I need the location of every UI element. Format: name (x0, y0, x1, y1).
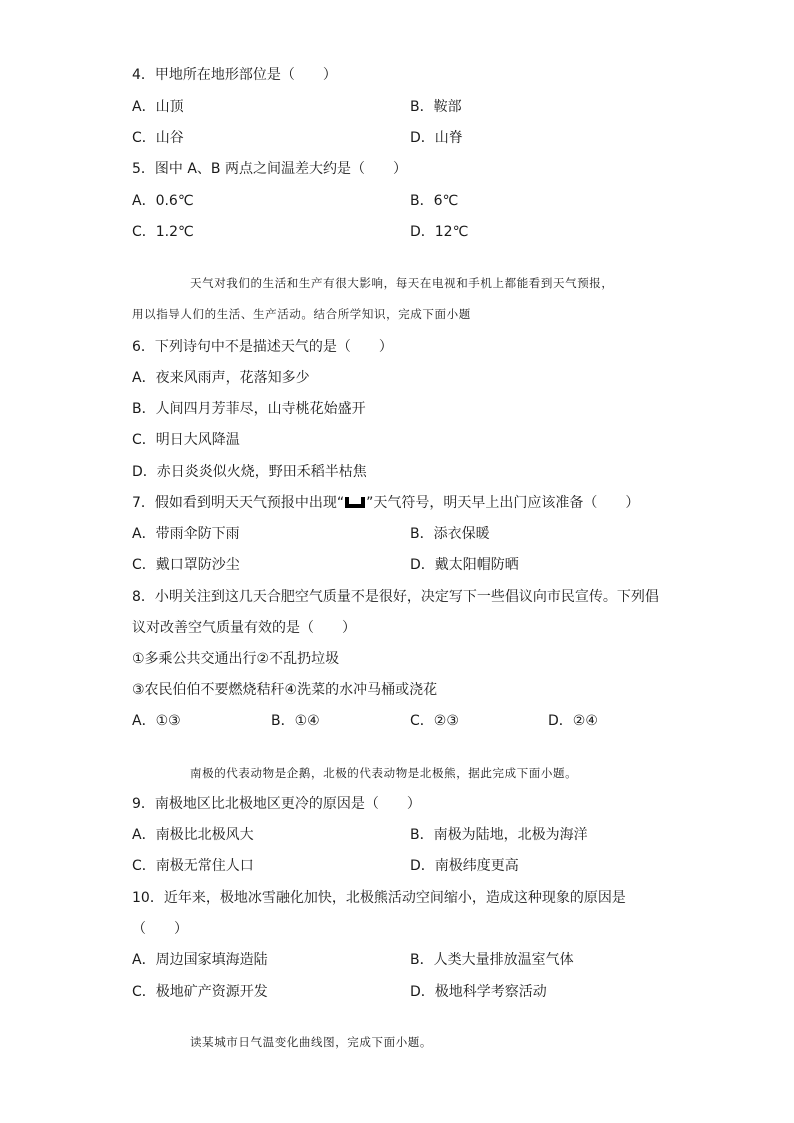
q8-stem-line1: 8．小明关注到这几天合肥空气质量不是很好，决定写下一些倡议向市民宣传。下列倡 (132, 589, 659, 605)
q8-option-a: A．①③ (132, 713, 181, 729)
q10-option-d: D．极地科学考察活动 (410, 984, 547, 1000)
q8-option-d: D．②④ (548, 713, 598, 729)
q5-option-d: D．12℃ (410, 224, 469, 240)
q10-stem-line1: 10．近年来，极地冰雪融化加快，北极熊活动空间缩小，造成这种现象的原因是 (132, 890, 626, 906)
q7-option-b: B．添衣保暖 (410, 526, 490, 542)
q10-option-b: B．人类大量排放温室气体 (410, 952, 574, 968)
q6-option-d: D．赤日炎炎似火烧，野田禾稻半枯焦 (132, 464, 367, 480)
q4-option-b: B．鞍部 (410, 99, 462, 115)
material-intro-polar: 南极的代表动物是企鹅，北极的代表动物是北极熊，据此完成下面小题。 (190, 766, 578, 780)
q7-stem-suffix: ”天气符号，明天早上出门应该准备（ ） (366, 495, 640, 511)
q8-option-c: C．②③ (410, 713, 459, 729)
q10-option-c: C．极地矿产资源开发 (132, 984, 268, 1000)
q8-stem-line2: 议对改善空气质量有效的是（ ） (132, 620, 356, 636)
q8-items-line1: ①多乘公共交通出行②不乱扔垃圾 (132, 651, 340, 667)
q8-option-b: B．①④ (271, 713, 320, 729)
q9-option-c: C．南极无常住人口 (132, 858, 254, 874)
sandstorm-weather-symbol-icon (345, 497, 365, 508)
q4-option-d: D．山脊 (410, 130, 463, 146)
q5-stem: 5．图中 A、B 两点之间温差大约是（ ） (132, 161, 407, 177)
q10-option-a: A．周边国家填海造陆 (132, 952, 268, 968)
q6-option-c: C．明日大风降温 (132, 432, 240, 448)
q5-option-a: A．0.6℃ (132, 193, 194, 209)
q4-stem: 4．甲地所在地形部位是（ ） (132, 67, 337, 83)
q9-option-b: B．南极为陆地，北极为海洋 (410, 827, 588, 843)
q6-option-a: A．夜来风雨声，花落知多少 (132, 370, 310, 386)
q7-stem-prefix: 7．假如看到明天天气预报中出现“ (132, 495, 345, 511)
q4-option-c: C．山谷 (132, 130, 184, 146)
q5-option-c: C．1.2℃ (132, 224, 194, 240)
q6-option-b: B．人间四月芳菲尽，山寺桃花始盛开 (132, 401, 366, 417)
q7-stem (132, 494, 639, 512)
q7-option-c: C．戴口罩防沙尘 (132, 557, 240, 573)
q7-option-d: D．戴太阳帽防晒 (410, 557, 519, 573)
q8-items-line2: ③农民伯伯不要燃烧秸秆④洗菜的水冲马桶或浇花 (132, 682, 438, 698)
q9-option-d: D．南极纬度更高 (410, 858, 519, 874)
material-intro-temperature: 读某城市日气温变化曲线图，完成下面小题。 (190, 1035, 432, 1049)
q4-option-a: A．山顶 (132, 99, 184, 115)
q5-option-b: B．6℃ (410, 193, 459, 209)
material-intro-weather-line1: 天气对我们的生活和生产有很大影响，每天在电视和手机上都能看到天气预报， (190, 276, 614, 290)
q6-stem: 6．下列诗句中不是描述天气的是（ ） (132, 339, 393, 355)
q9-option-a: A．南极比北极风大 (132, 827, 254, 843)
q9-stem: 9．南极地区比北极地区更冷的原因是（ ） (132, 796, 421, 812)
material-intro-weather-line2: 用以指导人们的生活、生产活动。结合所学知识，完成下面小题 (132, 307, 471, 321)
q7-option-a: A．带雨伞防下雨 (132, 526, 240, 542)
q10-stem-line2: （ ） (132, 921, 188, 937)
